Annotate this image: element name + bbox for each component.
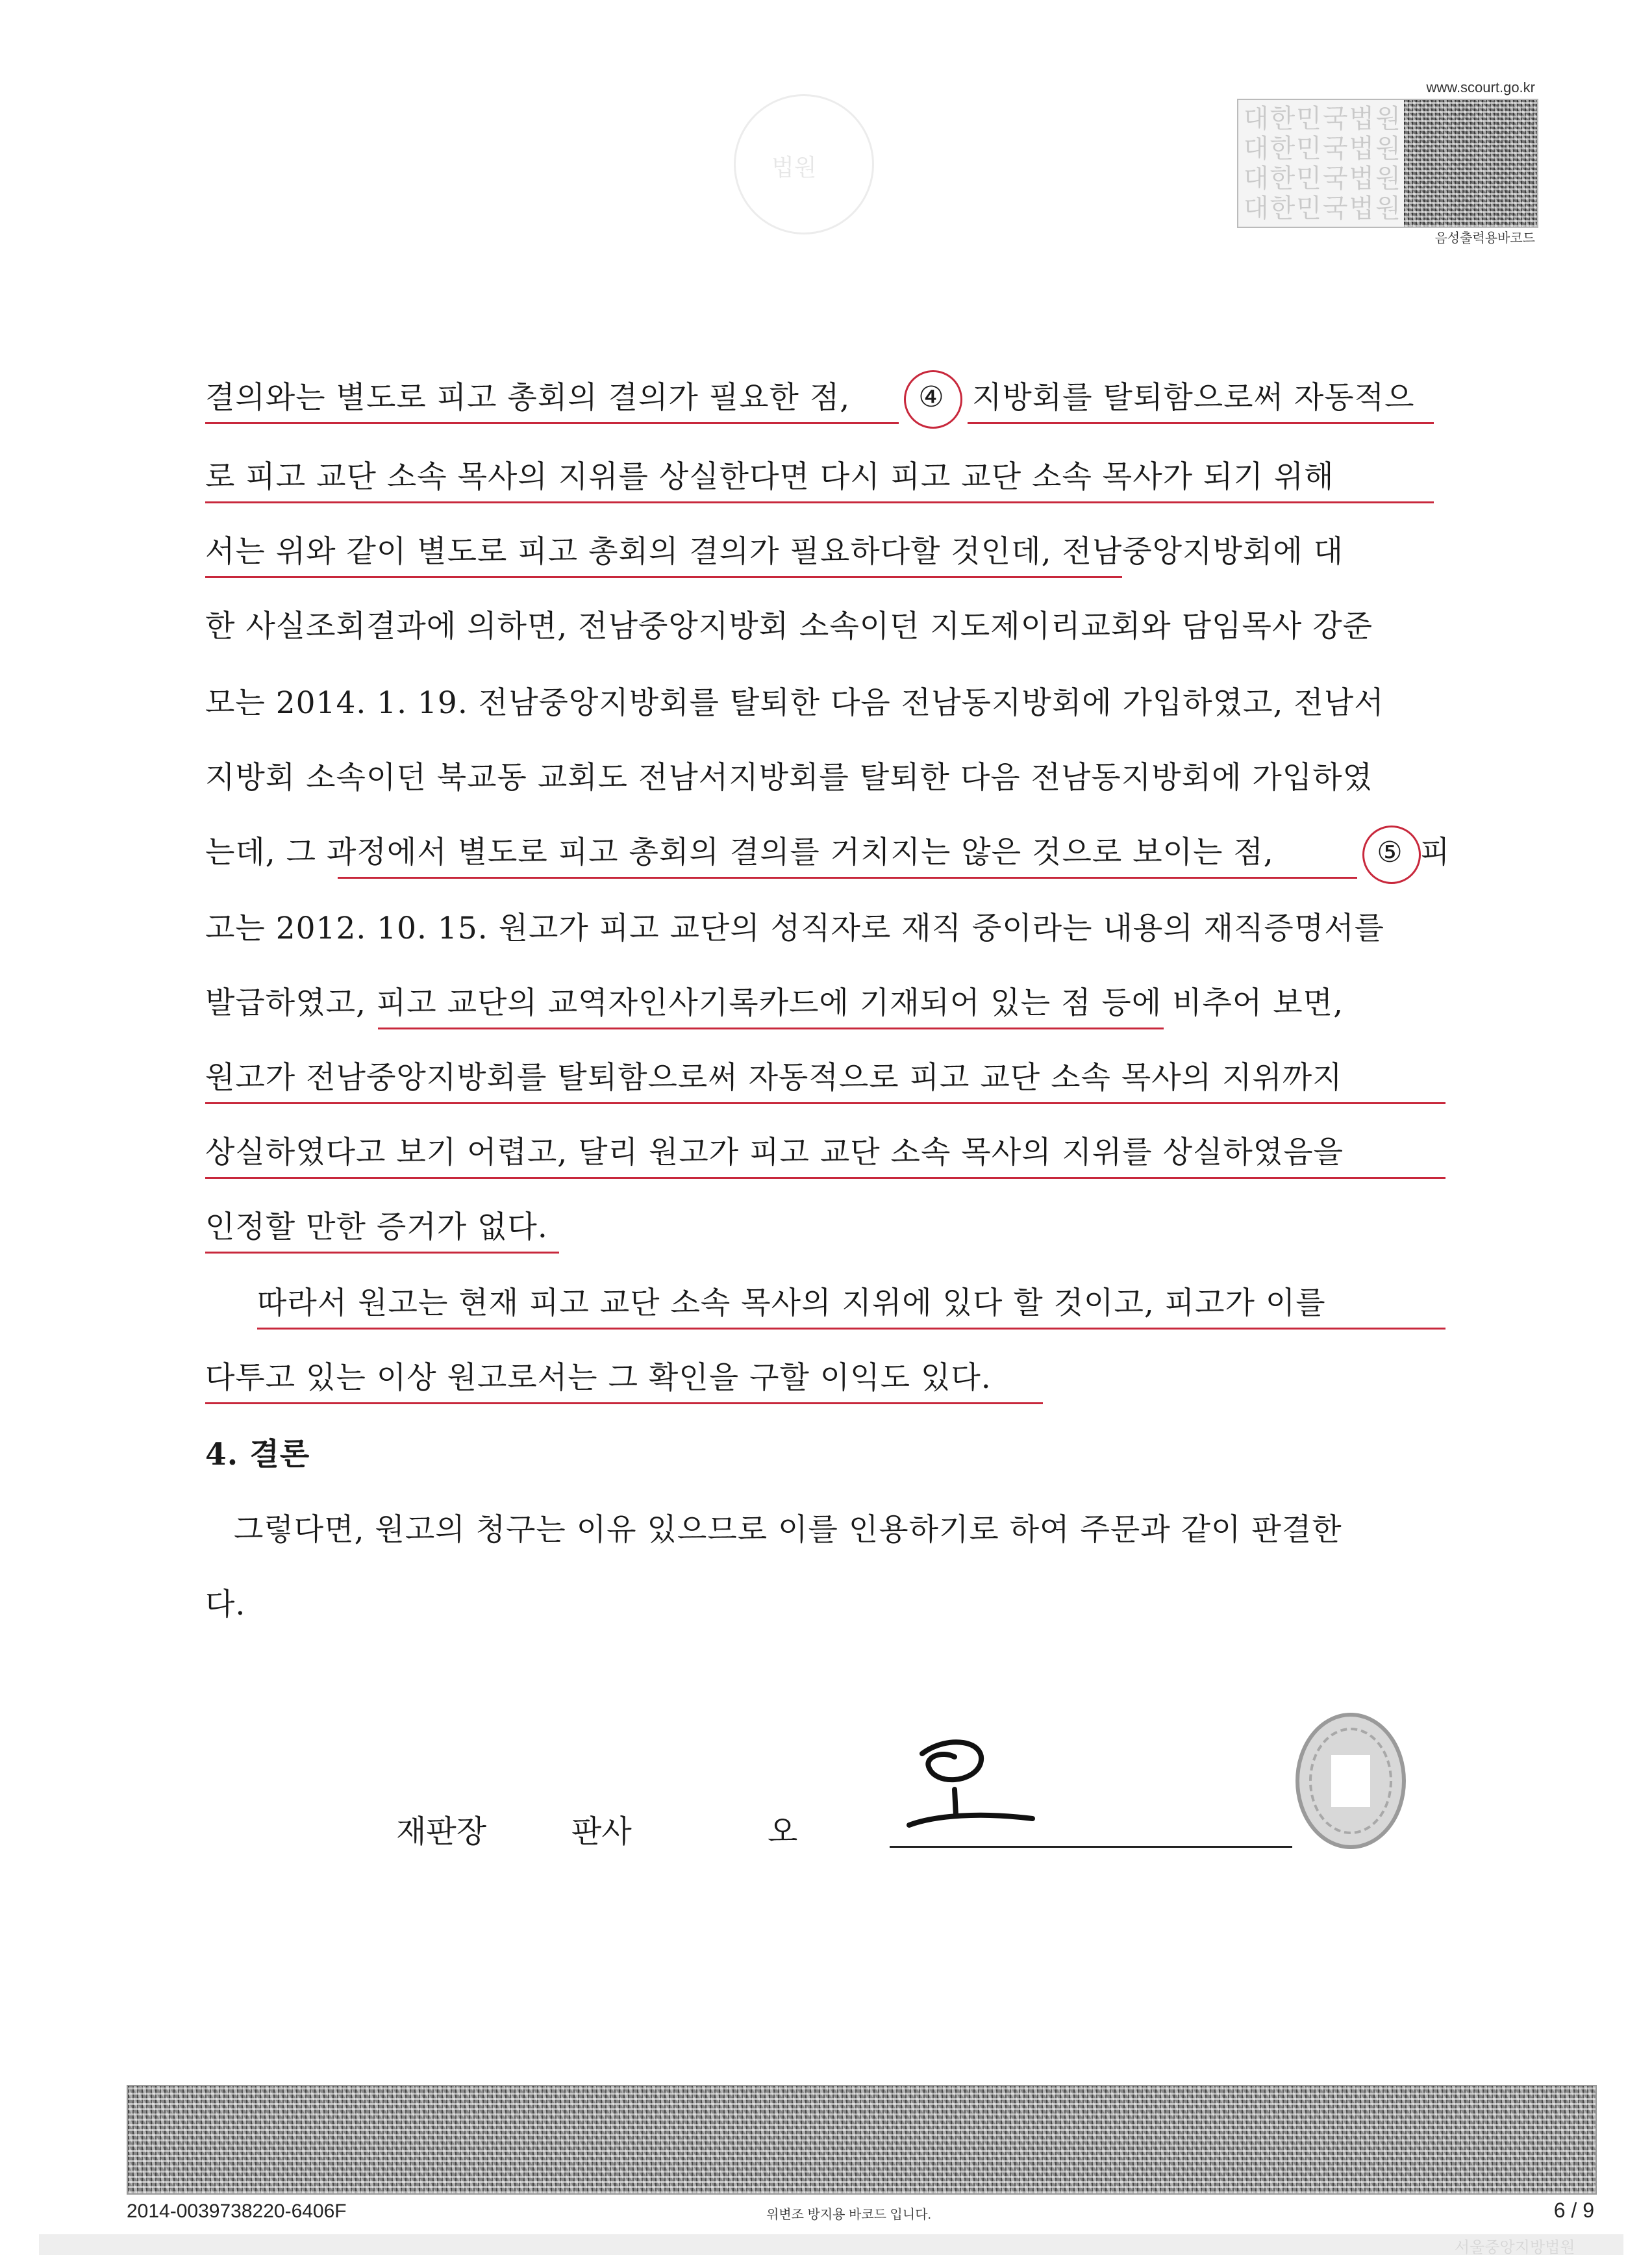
handwritten-signature: [883, 1728, 1039, 1858]
conclusion-line-2: 다.: [205, 1587, 246, 1622]
body-line-text: 지방회를 탈퇴함으로써 자동적으: [972, 380, 1415, 416]
body-line-9: [205, 984, 1439, 1023]
body-line-text: 원고가 전남중앙지방회를 탈퇴함으로써 자동적으로 피고 교단 소속 목사의 지위까지: [205, 1060, 1343, 1096]
document-id: 2014-0039738220-6406F: [127, 2200, 347, 2222]
red-underline: [968, 422, 1434, 424]
court-seal-watermark: [734, 94, 874, 234]
section-heading: 4. 결론: [205, 1437, 310, 1472]
body-line-text: 로 피고 교단 소속 목사의 지위를 상실한다면 다시 피고 교단 소속 목사가 되기 위해: [205, 459, 1334, 495]
red-underline: [205, 1102, 1446, 1104]
judge-seal-stamp: [1292, 1709, 1409, 1852]
body-line-6: [205, 759, 1439, 798]
body-line-text: 인정할 만한 증거가 없다.: [205, 1209, 548, 1245]
red-underline: [205, 1177, 1446, 1179]
red-underline: [257, 1328, 1446, 1330]
signature-line: [890, 1846, 1292, 1848]
body-line-4: [205, 607, 1439, 646]
body-line-text: 한 사실조회결과에 의하면, 전남중앙지방회 소속이던 지도제이리교회와 담임목사 강준: [205, 609, 1373, 644]
watermark-line: 대한민국법원: [1244, 164, 1402, 194]
body-line-2: [205, 458, 1439, 497]
body-line-text: 서는 위와 같이 별도로 피고 총회의 결의가 필요하다할 것인데, 전남중앙지방회에 대: [205, 534, 1344, 570]
circled-number-4-label: ④: [918, 381, 944, 414]
body-line-7: [205, 833, 1439, 872]
header-barcode-block: [1237, 99, 1538, 228]
body-line-11: [205, 1133, 1439, 1172]
body-line-10: [205, 1059, 1439, 1098]
anti-forgery-barcode: [127, 2085, 1597, 2195]
court-watermark: [1244, 104, 1406, 223]
red-underline: [205, 501, 1434, 503]
signature-title: 판사: [571, 1813, 632, 1850]
body-line-text: 고는 2012. 10. 15. 원고가 피고 교단의 성직자로 재직 중이라는 내용의 재직증명서를: [205, 911, 1385, 946]
red-underline: [338, 877, 1357, 879]
body-line-text: 결의와는 별도로 피고 총회의 결의가 필요한 점,: [205, 380, 851, 416]
audio-output-barcode: [1404, 100, 1537, 227]
bottom-scan-strip: [39, 2234, 1623, 2255]
red-underline: [205, 576, 1122, 578]
body-line-5: [205, 684, 1439, 723]
body-line-text: 피: [1420, 835, 1451, 870]
conclusion-line-1: 그렇다면, 원고의 청구는 이유 있으므로 이를 인용하기로 하여 주문과 같이 판결한: [234, 1512, 1342, 1548]
barcode-caption: 음성출력용바코드: [1434, 231, 1535, 246]
red-underline: [205, 1402, 1043, 1404]
watermark-line: 대한민국법원: [1244, 104, 1402, 134]
body-line-text: 따라서 원고는 현재 피고 교단 소속 목사의 지위에 있다 할 것이고, 피고가 이를: [257, 1285, 1326, 1321]
body-line-text: 다투고 있는 이상 원고로서는 그 확인을 구할 이익도 있다.: [205, 1360, 992, 1396]
red-underline: [205, 422, 899, 424]
watermark-line: 대한민국법원: [1244, 194, 1402, 223]
body-line-text: 모는 2014. 1. 19. 전남중앙지방회를 탈퇴한 다음 전남동지방회에 가입하였고, 전남서: [205, 685, 1384, 721]
red-underline: [205, 1252, 559, 1254]
body-line-text: 지방회 소속이던 북교동 교회도 전남서지방회를 탈퇴한 다음 전남동지방회에 가입하였: [205, 760, 1373, 796]
watermark-line: 대한민국법원: [1244, 134, 1402, 164]
red-underline: [378, 1028, 1164, 1029]
body-line-8: [205, 909, 1439, 948]
seal-text: 법원: [771, 155, 817, 181]
signature-role: 재판장: [396, 1813, 487, 1850]
page-number: 6 / 9: [1553, 2199, 1594, 2222]
body-line-text: 발급하였고, 피고 교단의 교역자인사기록카드에 기재되어 있는 점 등에 비추어 보면,: [205, 985, 1344, 1021]
barcode-note: 위변조 방지용 바코드 입니다.: [766, 2208, 932, 2222]
body-line-text: 는데, 그 과정에서 별도로 피고 총회의 결의를 거치지는 않은 것으로 보이는 점,: [205, 835, 1274, 870]
body-line-13: [257, 1284, 1491, 1323]
circled-number-5-label: ⑤: [1377, 836, 1403, 869]
body-line-3: [205, 533, 1439, 572]
site-url: www.scourt.go.kr: [1426, 79, 1535, 95]
judge-name: 오: [768, 1813, 798, 1850]
body-line-text: 상실하였다고 보기 어렵고, 달리 원고가 피고 교단 소속 목사의 지위를 상실하였음을: [205, 1135, 1344, 1170]
body-line-14: [205, 1359, 1439, 1398]
body-line-1b: [972, 379, 1440, 418]
body-line-7b: [1420, 833, 1459, 872]
court-watermark-footer: 서울중앙지방법원: [1455, 2238, 1575, 2256]
body-line-12: [205, 1208, 1439, 1247]
